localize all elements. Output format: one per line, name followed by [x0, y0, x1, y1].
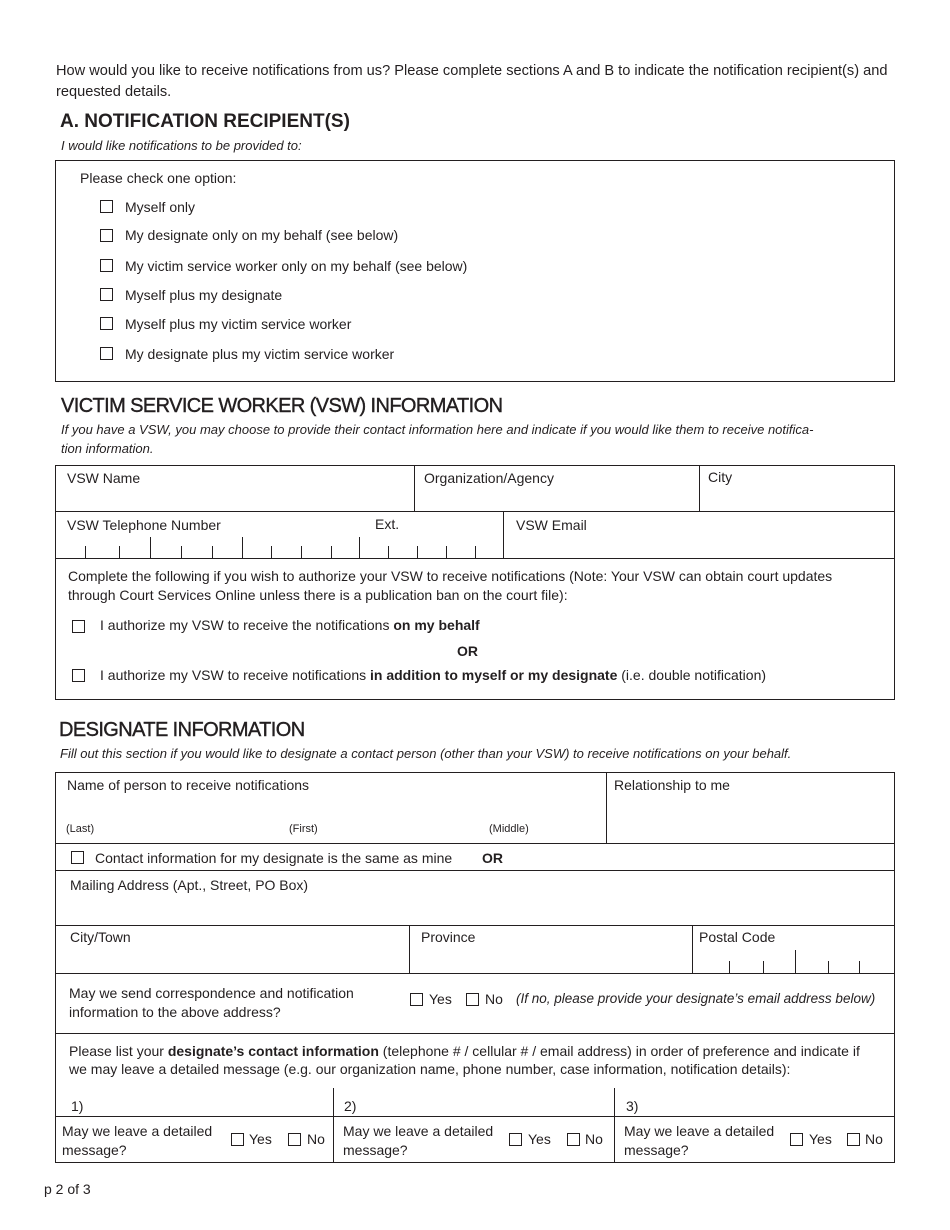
vsw-or-label: OR	[457, 643, 478, 659]
city-town-field[interactable]: City/Town	[70, 929, 131, 945]
divider	[55, 1033, 895, 1034]
option-myself-plus-designate-checkbox[interactable]	[100, 288, 113, 301]
phone-digit-tick	[181, 546, 182, 558]
contact-3-yes-checkbox[interactable]	[790, 1133, 803, 1146]
middle-name-caption: (Middle)	[489, 823, 529, 835]
last-name-caption: (Last)	[66, 823, 95, 835]
vsw-telephone-input[interactable]	[60, 535, 500, 558]
vsw-name-field[interactable]: VSW Name	[67, 470, 141, 486]
divider	[55, 870, 895, 871]
contact-2-no-label: No	[585, 1131, 603, 1147]
postal-code-label: Postal Code	[699, 929, 776, 945]
phone-group-tick	[242, 537, 243, 558]
contact-3-input[interactable]	[642, 1090, 890, 1114]
instruction-text: Please list your	[69, 1043, 168, 1059]
postal-digit-tick	[828, 961, 829, 973]
page-number: p 2 of 3	[44, 1181, 91, 1197]
postal-digit-tick	[729, 961, 730, 973]
first-name-caption: (First)	[289, 823, 318, 835]
option-myself-plus-vsw-checkbox[interactable]	[100, 317, 113, 330]
divider	[55, 973, 895, 974]
vsw-telephone-label: VSW Telephone Number	[67, 517, 221, 533]
correspondence-yes-label: Yes	[429, 991, 452, 1007]
divider	[414, 465, 415, 512]
contact-1-input[interactable]	[88, 1090, 328, 1114]
vsw-subtitle-line1: If you have a VSW, you may choose to provide their contact information here and indicate if you would like them to receive notifica-	[61, 422, 814, 437]
contact-2-yes-checkbox[interactable]	[509, 1133, 522, 1146]
contact-3-yes-label: Yes	[809, 1131, 832, 1147]
same-contact-checkbox[interactable]	[71, 851, 84, 864]
divider	[692, 925, 693, 974]
contact-3-number: 3)	[626, 1098, 639, 1114]
ext-digit-tick	[446, 546, 447, 558]
vsw-auth-text-line1: Complete the following if you wish to authorize your VSW to receive notifications (Note: Your VSW can obtain court updates	[68, 568, 833, 584]
phone-digit-tick	[331, 546, 332, 558]
option-label: My victim service worker only on my behalf (see below)	[125, 258, 468, 274]
divider	[614, 1088, 615, 1163]
phone-digit-tick	[301, 546, 302, 558]
same-contact-or: OR	[482, 850, 503, 866]
vsw-auth-text-line2: through Court Services Online unless there is a publication ban on the court file):	[68, 587, 568, 603]
option-bold-text: in addition to myself or my designate	[370, 667, 618, 683]
section-a-subtitle: I would like notifications to be provided to:	[61, 138, 302, 153]
phone-digit-tick	[271, 546, 272, 558]
vsw-double-notification-label	[100, 666, 766, 685]
phone-digit-tick	[85, 546, 86, 558]
phone-group-tick	[150, 537, 151, 558]
phone-digit-tick	[212, 546, 213, 558]
option-label: Myself plus my victim service worker	[125, 316, 352, 332]
contact-instructions-line2: we may leave a detailed message (e.g. our organization name, phone number, case information, notification details):	[69, 1061, 791, 1077]
correspondence-no-checkbox[interactable]	[466, 993, 479, 1006]
contact-1-yes-checkbox[interactable]	[231, 1133, 244, 1146]
same-contact-label: Contact information for my designate is the same as mine	[95, 850, 453, 866]
contact-3-question-line1: May we leave a detailed	[624, 1123, 775, 1139]
vsw-ext-label: Ext.	[375, 516, 400, 532]
vsw-email-field[interactable]: VSW Email	[516, 517, 587, 533]
contact-3-question-line2: message?	[624, 1142, 689, 1158]
instruction-bold-text: designate’s contact information	[167, 1043, 379, 1059]
check-one-instruction: Please check one option:	[80, 170, 237, 186]
designate-name-label: Name of person to receive notifications	[67, 777, 310, 793]
divider	[606, 772, 607, 844]
option-designate-only-checkbox[interactable]	[100, 229, 113, 242]
option-vsw-only-checkbox[interactable]	[100, 259, 113, 272]
divider	[55, 511, 895, 512]
divider	[503, 511, 504, 559]
correspondence-note: (If no, please provide your designate’s email address below)	[516, 991, 876, 1006]
province-field[interactable]: Province	[421, 929, 476, 945]
contact-2-number: 2)	[344, 1098, 357, 1114]
contact-instructions-line1	[69, 1042, 889, 1061]
contact-2-question-line2: message?	[343, 1142, 408, 1158]
contact-3-no-checkbox[interactable]	[847, 1133, 860, 1146]
postal-digit-tick	[763, 961, 764, 973]
vsw-section-title: VICTIM SERVICE WORKER (VSW) INFORMATION	[61, 395, 503, 417]
option-label: Myself only	[125, 199, 196, 215]
ext-digit-tick	[475, 546, 476, 558]
divider	[55, 558, 895, 559]
option-myself-only-checkbox[interactable]	[100, 200, 113, 213]
designate-section-title: DESIGNATE INFORMATION	[59, 719, 305, 741]
option-designate-plus-vsw-checkbox[interactable]	[100, 347, 113, 360]
option-text: I authorize my VSW to receive notifications	[100, 667, 370, 683]
contact-1-question-line2: message?	[62, 1142, 127, 1158]
contact-1-yes-label: Yes	[249, 1131, 272, 1147]
phone-digit-tick	[119, 546, 120, 558]
ext-digit-tick	[388, 546, 389, 558]
divider	[55, 843, 895, 844]
option-label: My designate only on my behalf (see below)	[125, 227, 399, 243]
contact-1-question-line1: May we leave a detailed	[62, 1123, 213, 1139]
divider	[699, 465, 700, 512]
contact-3-no-label: No	[865, 1131, 883, 1147]
vsw-city-field[interactable]: City	[708, 469, 733, 485]
ext-digit-tick	[417, 546, 418, 558]
correspondence-yes-checkbox[interactable]	[410, 993, 423, 1006]
contact-1-no-label: No	[307, 1131, 325, 1147]
contact-1-number: 1)	[71, 1098, 84, 1114]
relationship-field[interactable]: Relationship to me	[614, 777, 730, 793]
correspondence-no-label: No	[485, 991, 503, 1007]
option-text: I authorize my VSW to receive the notifications	[100, 617, 394, 633]
contact-2-input[interactable]	[360, 1090, 608, 1114]
divider	[55, 925, 895, 926]
divider	[333, 1088, 334, 1163]
divider	[55, 1116, 895, 1117]
divider	[409, 925, 410, 974]
option-label: Myself plus my designate	[125, 287, 283, 303]
phone-group-tick	[359, 537, 360, 558]
instruction-text: (telephone # / cellular # / email address) in order of preference and indicate if	[378, 1043, 860, 1059]
vsw-on-behalf-label	[100, 616, 480, 635]
option-text: (i.e. double notification)	[617, 667, 767, 683]
contact-2-yes-label: Yes	[528, 1131, 551, 1147]
contact-2-no-checkbox[interactable]	[567, 1133, 580, 1146]
postal-code-input[interactable]	[700, 947, 885, 972]
contact-1-no-checkbox[interactable]	[288, 1133, 301, 1146]
correspondence-question-line1: May we send correspondence and notification	[69, 985, 354, 1001]
mailing-address-field[interactable]: Mailing Address (Apt., Street, PO Box)	[70, 877, 309, 893]
postal-group-tick	[795, 950, 796, 973]
vsw-organization-field[interactable]: Organization/Agency	[424, 470, 554, 486]
designate-subtitle: Fill out this section if you would like to designate a contact person (other than your VSW) to receive notifications on your behalf.	[60, 746, 792, 761]
option-label: My designate plus my victim service worker	[125, 346, 395, 362]
option-bold-text: on my behalf	[393, 617, 480, 633]
correspondence-question-line2: information to the above address?	[69, 1004, 281, 1020]
contact-2-question-line1: May we leave a detailed	[343, 1123, 494, 1139]
vsw-double-notification-checkbox[interactable]	[72, 669, 85, 682]
section-a-title: A. NOTIFICATION RECIPIENT(S)	[60, 111, 350, 132]
intro-text: How would you like to receive notifications from us? Please complete sections A and B to indicate the notification recipient(s) and requested details.	[56, 63, 888, 100]
designate-name-input[interactable]	[60, 796, 600, 820]
vsw-subtitle-line2: tion information.	[61, 441, 154, 456]
postal-digit-tick	[859, 961, 860, 973]
vsw-on-behalf-checkbox[interactable]	[72, 620, 85, 633]
